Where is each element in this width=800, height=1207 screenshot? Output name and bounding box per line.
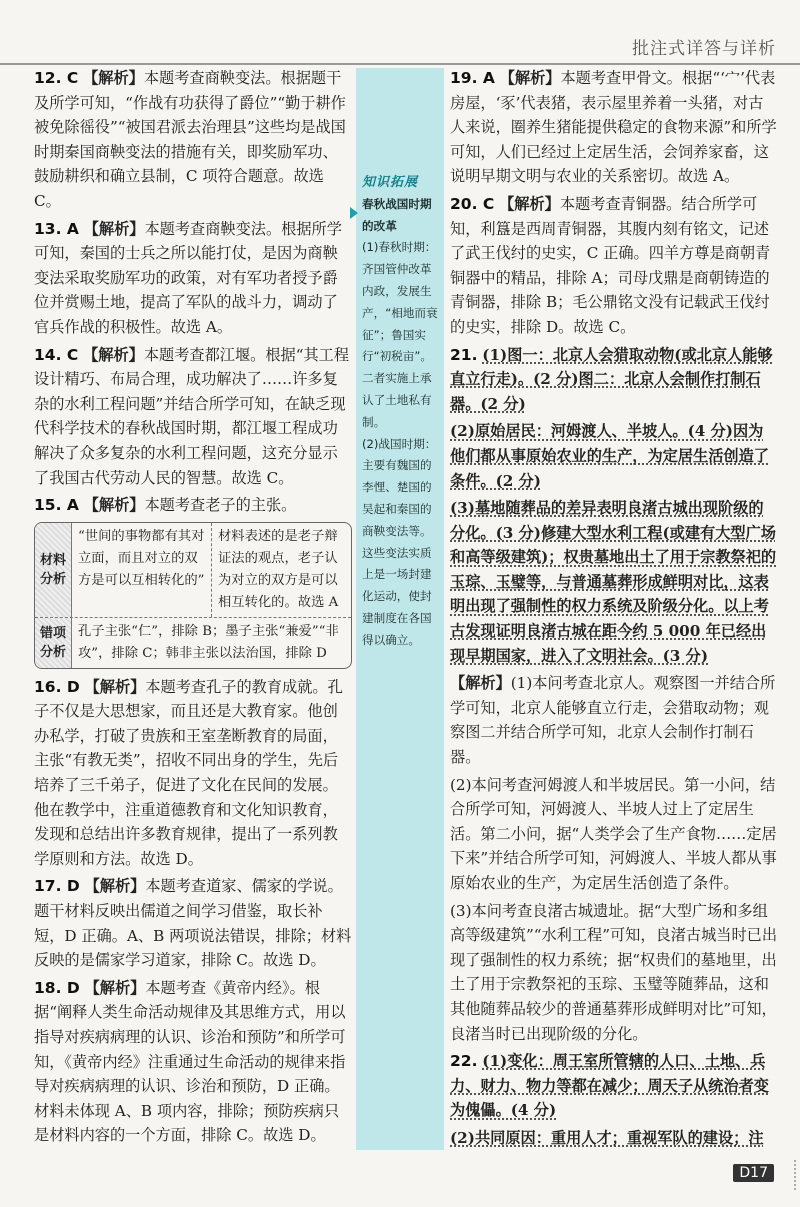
answer-text: 本题考查商鞅变法。根据所学可知，秦国的士兵之所以能打仗，是因为商鞅变法采取奖励军功的政策，对有军功者授予爵位并赏赐土地，提高了军队的战斗力，调动了官兵作战的积极性。故选 A。 (34, 219, 342, 336)
question-number: 21. (450, 345, 478, 364)
question-21 (450, 343, 778, 417)
answer-text: 本题考查青铜器。结合所学可知，利簋是西周青铜器，其腹内刻有铭文，记述了武王伐纣的史实，C 正确。四羊方尊是商朝青铜器中的精品，排除 A；司母戊鼎是商朝铸造的青铜器，排除 B；毛公鼎铭文没有记载武王伐纣的史实，排除 D。故选 C。 (450, 194, 771, 336)
question-16 (34, 675, 352, 872)
answer-text: 本题考查孔子的教育成就。孔子不仅是大思想家，而且还是大教育家。他创办私学，打破了贵族和王室垄断教育的局面，主张“有教无类”，招收不同出身的学生，先后培养了三千弟子，促进了文化在民间的发展。他在教学中，注重道德教育和文化知识教育，发现和总结出许多教育规律，提出了一系列教学原则和方法。故选 D。 (34, 677, 343, 868)
question-number: 20. C (450, 194, 495, 213)
question-number: 19. A (450, 69, 495, 87)
table-cell: “世间的事物都有其对立面，而且对立的双方是可以互相转化的” (72, 523, 212, 617)
answer-text: (2)原始居民：河姆渡人、半坡人。(4 分)因为他们都从事原始农业的生产，为定居生活创造了条件。(2 分) (450, 422, 769, 490)
analysis-tag: 【解析】 (83, 345, 144, 364)
analysis-tag: 【解析】 (84, 978, 146, 997)
question-15 (34, 493, 352, 518)
page-edge-decoration (778, 1160, 796, 1190)
knowledge-sidebar (356, 68, 444, 1150)
table-row-header: 错项分析 (35, 618, 72, 668)
question-18 (34, 976, 352, 1148)
question-number: 22. (450, 1052, 478, 1071)
analysis-tag: 【解析】 (83, 219, 145, 238)
analysis-table (34, 522, 352, 669)
question-number: 18. D (34, 978, 80, 997)
analysis-tag: 【解析】 (84, 677, 146, 696)
question-12 (34, 66, 352, 214)
question-14 (34, 343, 352, 491)
answer-text: 本题考查老子的主张。 (144, 496, 297, 515)
explanation-text: (3)本问考查良渚古城遗址。据“大型广场和多组高等级建筑”“水利工程”可知，良渚古城当时已出现了强制性的权力系统；据“权贵们的墓地里，出土了用于宗教祭祀的玉琮、玉璧等随葬品，这和其他随葬品较少的普通墓葬形成鲜明对比”可知，良渚当时已出现阶级的分化。 (450, 901, 778, 1043)
explanation-text: (2)本问考查河姆渡人和半坡居民。第一小问，结合所学可知，河姆渡人、半坡人过上了定居生活。第二小问，据“人类学会了生产食物……定居下来”并结合所学可知，河姆渡人、半坡人都从事原始农业的生产，为定居生活创造了条件。 (450, 775, 777, 892)
question-number: 17. D (34, 877, 80, 896)
question-19 (450, 66, 778, 189)
question-13 (34, 217, 352, 340)
table-cell: 孔子主张“仁”，排除 B；墨子主张“兼爱”“非攻”，排除 C；韩非主张以法治国，排除 D (78, 623, 339, 661)
sidebar-title: 知识拓展 (362, 175, 419, 190)
analysis-tag: 【解析】 (450, 674, 511, 693)
analysis-tag: 【解析】 (84, 877, 146, 896)
analysis-tag: 【解析】 (499, 69, 561, 87)
answer-text: 本题考查道家、儒家的学说。题干材料反映出儒道之间学习借鉴，取长补短，D 正确。A、B 两项说法错误，排除；材料反映的是儒家学习道家，排除 C。故选 D。 (34, 877, 352, 970)
answer-text: (1)图一：北京人会猎取动物(或北京人能够直立行走)。(2 分)图二：北京人会制作打制石器。(2 分) (450, 345, 773, 413)
header-title: 批注式详答与详析 (632, 39, 776, 59)
sidebar-pointer-icon (350, 207, 358, 219)
analysis-tag: 【解析】 (83, 496, 145, 515)
answer-text: (1)变化：周王室所管辖的人口、土地、兵力、财力、物力等都在减少；周天子从统治者变为傀儡。(4 分) (450, 1052, 769, 1120)
page-number: D17 (733, 1164, 774, 1182)
answer-text: 本题考查商鞅变法。根据题干及所学可知，“作战有功获得了爵位”“勤于耕作被免除徭役”“被国君派去治理县”这些均是战国时期秦国商鞅变法的措施有关，即奖励军功、鼓励耕织和确立县制，C 项符合题意。故选 C。 (34, 69, 346, 210)
table-row (35, 618, 351, 668)
table-row (35, 523, 351, 618)
answer-text: 本题考查都江堰。根据“其工程设计精巧、布局合理，成功解决了……许多复杂的水利工程问题”并结合所学可知，在缺乏现代科学技术的春秋战国时期，都江堰工程成功解决了众多复杂的水利工程问题，这充分显示了我国古代劳动人民的智慧。故选 C。 (34, 345, 350, 487)
question-number: 13. A (34, 219, 79, 238)
table-cell: 材料表述的是老子辩证法的观点，老子认为对立的双方是可以相互转化的。故选 A (218, 528, 339, 610)
explanation (450, 671, 778, 769)
left-column (34, 66, 352, 1151)
question-22 (450, 1049, 778, 1123)
question-number: 16. D (34, 677, 80, 696)
answer-text: (2)共同原因：重用人才；重视军队的建设；注 (450, 1128, 764, 1147)
sidebar-paragraph: (2)战国时期：主要有魏国的李悝、楚国的吴起和秦国的商鞅变法等。这些变法实质上是一场封建化运动，使封建制度在各国得以确立。 (362, 436, 437, 647)
analysis-tag: 【解析】 (499, 194, 560, 213)
table-row-header: 材料分析 (35, 523, 72, 617)
answer-text: (3)墓地随葬品的差异表明良渚古城出现阶级的分化。(3 分)修建大型水利工程(或建有大型广场和高等级建筑)；权贵墓地出土了用于宗教祭祀的玉琮、玉璧等，与普通墓葬形成鲜明对比，这表明出现了强制性的权力系统及阶级分化。以上考古发现证明良渚古城在距今约 5 000 年已经出现早期国家，进入了文明社会。(3 分) (450, 499, 777, 665)
sidebar-heading: 春秋战国时期的改革 (362, 196, 432, 233)
header-divider (0, 63, 800, 65)
sidebar-paragraph: (1)春秋时期：齐国管仲改革内政，发展生产，“相地而衰征”；鲁国实行“初税亩”。二者实施上承认了土地私有制。 (362, 240, 438, 429)
question-17 (34, 874, 352, 972)
question-number: 15. A (34, 496, 79, 515)
explanation-text: (1)本问考查北京人。观察图一并结合所学可知，北京人能够直立行走，会猎取动物；观察图二并结合所学可知，北京人会制作打制石器。 (450, 674, 776, 767)
question-number: 12. C (34, 69, 79, 87)
right-column (450, 66, 778, 1154)
answer-text: 本题考查甲骨文。根据“‘宀’代表房屋，‘豕’代表猪，表示屋里养着一头猪，对古人来说，圈养生猪能提供稳定的食物来源”和所学可知，人们已经过上定居生活，会饲养家畜，这说明早期文明与农业的关系密切。故选 A。 (450, 69, 777, 186)
question-20 (450, 192, 778, 340)
analysis-tag: 【解析】 (83, 69, 144, 87)
answer-text: 本题考查《黄帝内经》。根据“阐释人类生命活动规律及其思维方式，用以指导对疾病病理的认识、诊治和预防”和所学可知，《黄帝内经》注重通过生命活动的规律来指导对疾病病理的认识、诊治和预防，D 正确。材料未体现 A、B 项内容，排除；预防疾病只是材料内容的一个方面，排除 C。故选 D。 (34, 978, 346, 1145)
question-number: 14. C (34, 345, 79, 364)
